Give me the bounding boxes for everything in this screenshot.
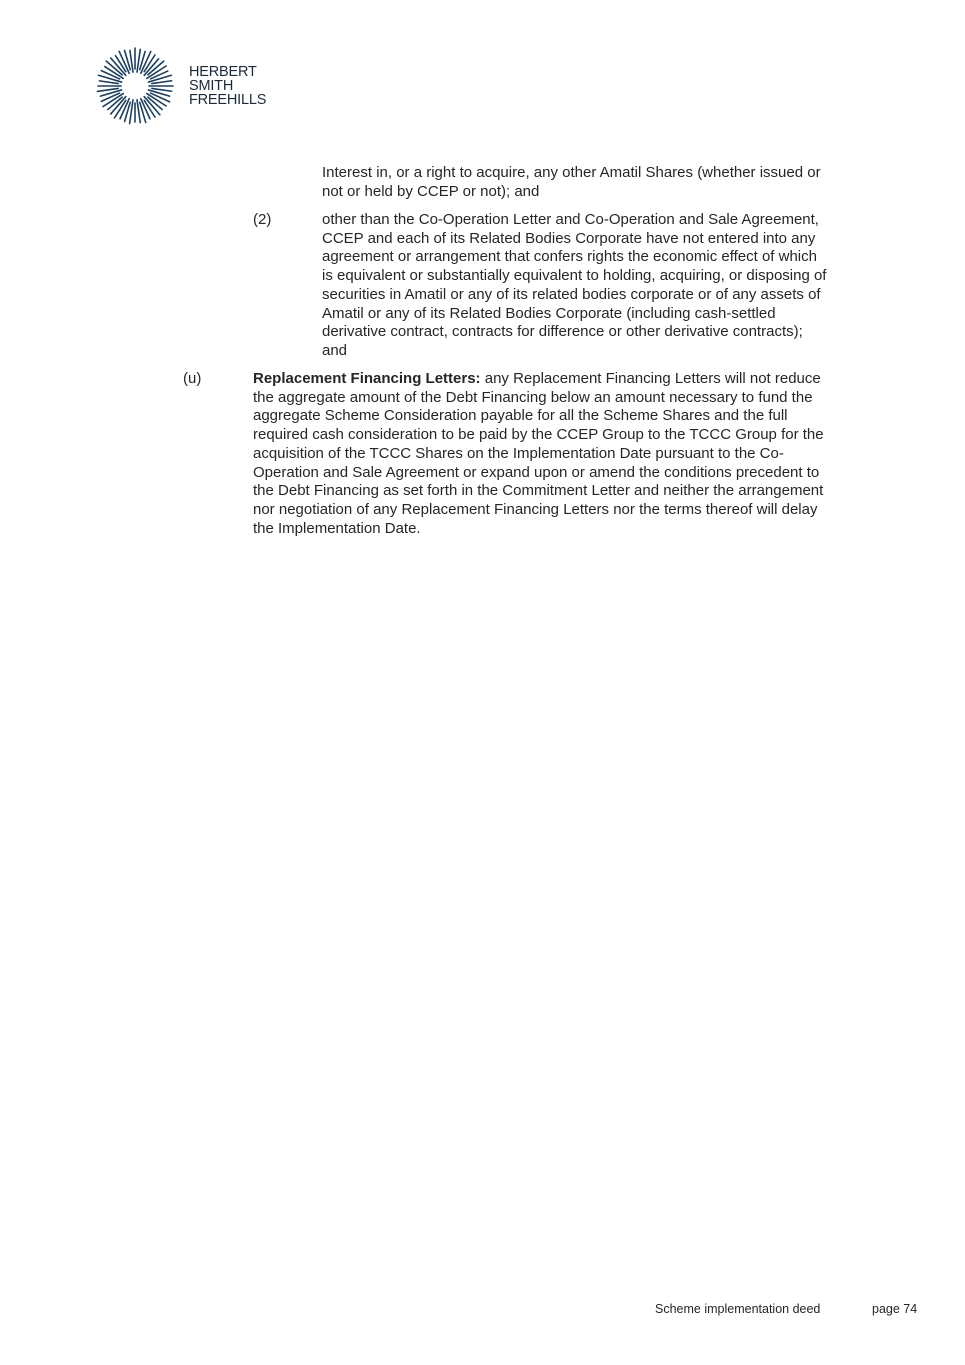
sunburst-ray: [99, 81, 118, 84]
footer-page-number: page 74: [872, 1302, 918, 1316]
item-2-number: (2): [253, 211, 272, 228]
firm-name-line-3: FREEHILLS: [189, 92, 267, 108]
sunburst-logo-icon: [96, 47, 174, 125]
item-u-text: any Replacement Financing Letters will not reduce the aggregate amount of the Debt Financing below an amount necessary to fund the aggregate Scheme Consideration payable for all the Scheme Shares and the full required cash consideration to be paid by the CCEP Group to the TCCC Group for the acquisition of the TCCC Shares on the Implementation Date pursuant to the Co-Operation and Sale Agreement or expand upon or amend the conditions precedent to the Debt Financing as set forth in the Commitment Letter and neither the arrangement nor negotiation of any Replacement Financing Letters nor the terms thereof will delay the Implementation Date.: [253, 370, 824, 537]
item-u-paragraph: [253, 370, 827, 538]
firm-name-line-2: SMITH: [189, 78, 234, 94]
firm-name-line-1: HERBERT: [189, 64, 257, 80]
item-2-text: other than the Co-Operation Letter and Co-Operation and Sale Agreement, CCEP and each of its Related Bodies Corporate have not entered into any agreement or arrangement that confers rights the economic effect of which is equivalent or substantially equivalent to holding, acquiring, or disposing of securities in Amatil or any of its related bodies corporate or of any assets of Amatil or any of its Related Bodies Corporate (including cash-settled derivative contract, contracts for difference or other derivative contracts); and: [322, 211, 827, 359]
sunburst-ray: [97, 88, 118, 91]
sunburst-ray: [152, 88, 172, 91]
sunburst-ray: [140, 102, 146, 122]
item-u-number: (u): [183, 370, 202, 387]
sunburst-ray: [152, 81, 172, 84]
firm-name: [189, 65, 266, 107]
item-u-heading: Replacement Financing Letters:: [253, 370, 481, 387]
footer-document-title: Scheme implementation deed: [655, 1302, 821, 1316]
continuation-paragraph: Interest in, or a right to acquire, any other Amatil Shares (whether issued or not or held by CCEP or not); and: [322, 164, 821, 200]
firm-logo: [96, 47, 296, 127]
